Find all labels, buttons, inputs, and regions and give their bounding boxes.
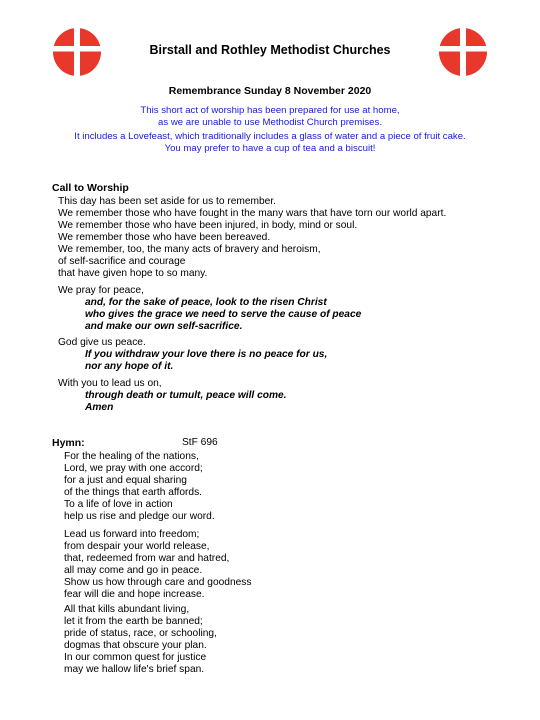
verse-line: of the things that earth affords. <box>64 487 202 498</box>
response-line: through death or tumult, peace will come. <box>85 390 287 401</box>
hymn-reference: StF 696 <box>182 437 218 448</box>
call-to-worship-heading: Call to Worship <box>52 182 129 194</box>
prayer-exchange <box>58 378 287 414</box>
verse-line: To a life of love in action <box>64 499 173 510</box>
hymn-verse <box>64 529 251 601</box>
verse-line: For the healing of the nations, <box>64 451 199 462</box>
verse-line: dogmas that obscure your plan. <box>64 640 207 651</box>
verse-line: all may come and go in peace. <box>64 565 203 576</box>
verse-line: Lead us forward into freedom; <box>64 529 200 540</box>
leader-line: With you to lead us on, <box>58 378 162 389</box>
response-line: Amen <box>85 402 114 413</box>
verse-line: may we hallow life's brief span. <box>64 664 205 675</box>
response-line: and, for the sake of peace, look to the risen Christ <box>85 297 327 308</box>
hymn-label: Hymn: <box>52 437 85 449</box>
response-line: and make our own self-sacrifice. <box>85 321 243 332</box>
verse-line: that, redeemed from war and hatred, <box>64 553 230 564</box>
leader-line: God give us peace. <box>58 337 146 348</box>
service-date-heading: Remembrance Sunday 8 November 2020 <box>168 85 372 97</box>
text-line: We remember those who have been bereaved. <box>58 232 271 243</box>
text-line: We remember those who have been injured, in body, mind or soul. <box>58 220 358 231</box>
verse-line: for a just and equal sharing <box>64 475 187 486</box>
text-line: This day has been set aside for us to remember. <box>58 196 277 207</box>
text-line: We remember those who have fought in the many wars that have torn our world apart. <box>58 208 447 219</box>
hymn-verse <box>64 604 217 676</box>
verse-line: fear will die and hope increase. <box>64 589 205 600</box>
prayer-exchange <box>58 285 361 333</box>
text-line: that have given hope to so many. <box>58 268 208 279</box>
verse-line: Lord, we pray with one accord; <box>64 463 203 474</box>
intro-line: You may prefer to have a cup of tea and a biscuit! <box>164 143 376 154</box>
response-line: nor any hope of it. <box>85 361 174 372</box>
leader-line: We pray for peace, <box>58 285 144 296</box>
hymn-verse <box>64 451 215 523</box>
prayer-exchange <box>58 337 327 373</box>
verse-line: Show us how through care and goodness <box>64 577 252 588</box>
verse-line: All that kills abundant living, <box>64 604 190 615</box>
verse-line: In our common quest for justice <box>64 652 207 663</box>
intro-line: as we are unable to use Methodist Church premises. <box>158 117 382 128</box>
response-line: who gives the grace we need to serve the cause of peace <box>85 309 362 320</box>
intro-line: This short act of worship has been prepared for use at home, <box>140 105 400 116</box>
page-title: Birstall and Rothley Methodist Churches <box>149 43 391 57</box>
verse-line: pride of status, race, or schooling, <box>64 628 217 639</box>
text-line: of self-sacrifice and courage <box>58 256 186 267</box>
verse-line: help us rise and pledge our word. <box>64 511 215 522</box>
intro-line: It includes a Lovefeast, which traditionally includes a glass of water and a piece of fruit cake. <box>74 131 466 142</box>
text-line: We remember, too, the many acts of bravery and heroism, <box>58 244 321 255</box>
call-to-worship-text <box>58 196 446 280</box>
verse-line: from despair your world release, <box>64 541 210 552</box>
response-line: If you withdraw your love there is no peace for us, <box>85 349 328 360</box>
verse-line: let it from the earth be banned; <box>64 616 203 627</box>
